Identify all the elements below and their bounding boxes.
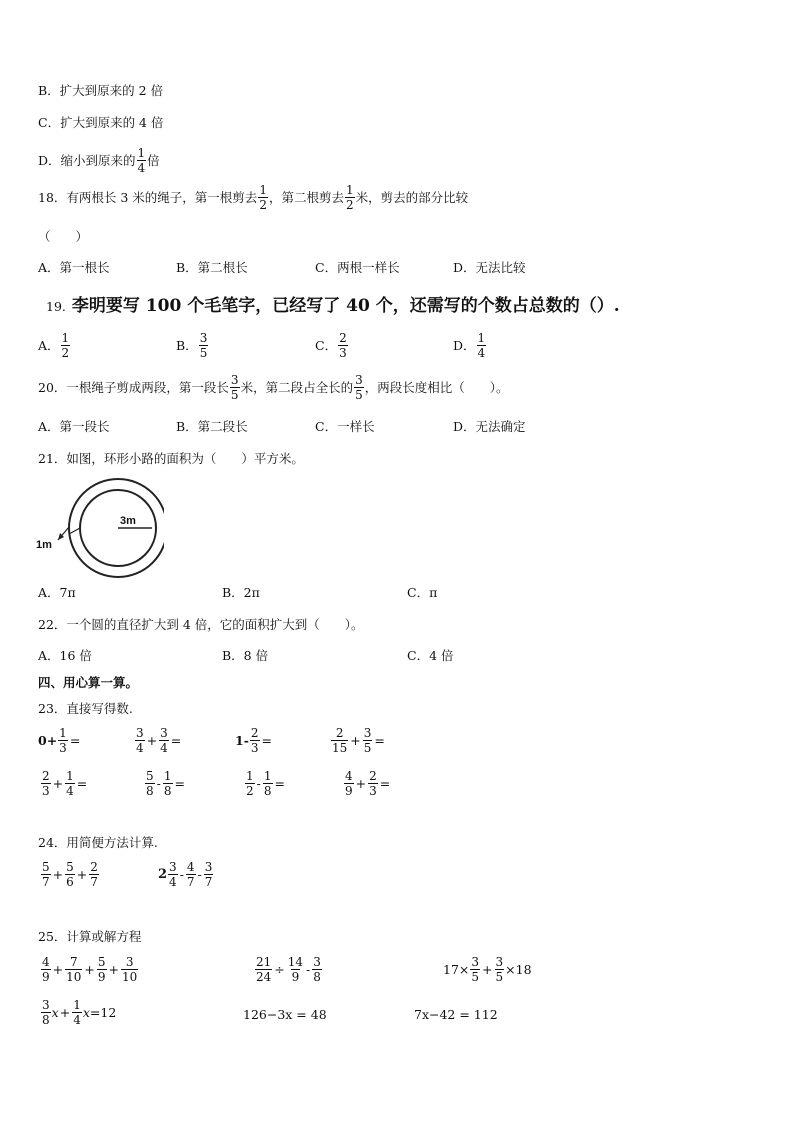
q21-option-c: C．π bbox=[407, 585, 438, 600]
fraction: $\frac{4}{9}$ bbox=[42, 955, 50, 984]
fraction: $\frac{2}{3}$ bbox=[42, 769, 50, 798]
ring-width-pointer bbox=[69, 528, 80, 534]
q20-option-d: D．无法确定 bbox=[453, 419, 526, 434]
fraction: $\frac{4}{9}$ bbox=[345, 769, 353, 798]
q24-expr-2: 2 $\frac{3}{4}$ - $\frac{4}{7}$ - $\frac{3}{7}$ bbox=[158, 860, 213, 889]
fraction: $\frac{1}{2}$ bbox=[259, 183, 267, 212]
fraction: $\frac{2}{3}$ bbox=[339, 331, 347, 360]
q18-text-2: ，第二根剪去 bbox=[268, 189, 344, 205]
fraction: $\frac{3}{5}$ bbox=[355, 373, 363, 402]
q18-answer-paren: （ ） bbox=[38, 229, 89, 244]
fraction: $\frac{2}{3}$ bbox=[369, 769, 377, 798]
fraction: $\frac{3}{4}$ bbox=[160, 726, 168, 755]
section-heading: 四、用心算一算。 bbox=[38, 675, 139, 690]
fraction: $\frac{2}{7}$ bbox=[90, 860, 98, 889]
q22-option-c: C．4 倍 bbox=[407, 648, 454, 663]
q20-text-2: 米，第二段占全长的 bbox=[240, 379, 354, 395]
q25-equation-2: 126−3x = 48 bbox=[243, 1007, 327, 1022]
fraction: $\frac{5}{6}$ bbox=[66, 860, 74, 889]
q19-option-b: B． $\frac{3}{5}$ bbox=[176, 331, 208, 360]
q18-option-c: C．两根一样长 bbox=[315, 260, 400, 275]
q21-stem: 21．如图，环形小路的面积为（ ）平方米。 bbox=[38, 451, 304, 466]
fraction: $\frac{3}{10}$ bbox=[122, 955, 138, 984]
fraction: $\frac{2}{15}$ bbox=[332, 726, 348, 755]
q17-option-d-suffix: 倍 bbox=[147, 152, 160, 168]
fraction: $\frac{3}{7}$ bbox=[204, 860, 213, 889]
q19-text: 李明要写 100 个毛笔字，已经写了 40 个，还需写的个数占总数的（）. bbox=[71, 296, 620, 316]
q22-stem: 22．一个圆的直径扩大到 4 倍，它的面积扩大到（ ）。 bbox=[38, 617, 364, 632]
fraction: $\frac{1}{2}$ bbox=[345, 183, 354, 212]
q17-option-c: C．扩大到原来的 4 倍 bbox=[38, 115, 164, 130]
q24-expr-1: $\frac{5}{7}$ + $\frac{5}{6}$ + $\frac{2}{7}$ bbox=[42, 860, 98, 889]
q23-expr-8: $\frac{4}{9}$ + $\frac{2}{3}$ = bbox=[345, 769, 391, 798]
fraction: $\frac{21}{24}$ bbox=[256, 955, 272, 984]
fraction: $\frac{1}{4}$ bbox=[66, 769, 74, 798]
q18-option-b: B．第二根长 bbox=[176, 260, 248, 275]
q17-option-d-text: D．缩小到原来的 bbox=[38, 152, 136, 168]
fraction: $\frac{3}{5}$ bbox=[230, 373, 239, 402]
q25-equation-3: 7x−42 = 112 bbox=[414, 1007, 498, 1022]
fraction: $\frac{3}{8}$ bbox=[42, 998, 50, 1027]
fraction: $\frac{3}{4}$ bbox=[169, 860, 177, 889]
q23-expr-3: 1- $\frac{2}{3}$ = bbox=[235, 726, 273, 755]
q17-option-d bbox=[38, 146, 160, 175]
q22-option-a: A．16 倍 bbox=[38, 648, 92, 663]
fraction: $\frac{3}{5}$ bbox=[199, 331, 208, 360]
fraction: $\frac{4}{7}$ bbox=[186, 860, 195, 889]
fraction: $\frac{2}{3}$ bbox=[250, 726, 259, 755]
q23-expr-7: $\frac{1}{2}$ - $\frac{1}{8}$ = bbox=[246, 769, 285, 798]
fraction: $\frac{5}{8}$ bbox=[146, 769, 154, 798]
q25-expr-1: $\frac{4}{9}$ + $\frac{7}{10}$ + $\frac{5}{9}$ + $\frac{3}{10}$ bbox=[42, 955, 138, 984]
fraction: $\frac{7}{10}$ bbox=[66, 955, 82, 984]
q20-option-b: B．第二段长 bbox=[176, 419, 248, 434]
q19-option-a: A． $\frac{1}{2}$ bbox=[38, 331, 70, 360]
fraction: $\frac{1}{2}$ bbox=[61, 331, 70, 360]
q21-option-a: A．7π bbox=[38, 585, 76, 600]
q18-text-1: 18．有两根长 3 米的绳子，第一根剪去 bbox=[38, 189, 258, 205]
q20-option-a: A．第一段长 bbox=[38, 419, 110, 434]
q23-expr-2: $\frac{3}{4}$ + $\frac{3}{4}$ = bbox=[136, 726, 182, 755]
q18-option-d: D．无法比较 bbox=[453, 260, 526, 275]
q18-stem bbox=[38, 183, 468, 212]
q23-expr-6: $\frac{5}{8}$ - $\frac{1}{8}$ = bbox=[146, 769, 185, 798]
fraction: $\frac{1}{3}$ bbox=[59, 726, 67, 755]
q17-option-b: B．扩大到原来的 2 倍 bbox=[38, 83, 164, 98]
q19-number: 19. bbox=[46, 299, 66, 314]
q23-expr-4: $\frac{2}{15}$ + $\frac{3}{5}$ = bbox=[332, 726, 385, 755]
inner-radius-label: 3m bbox=[120, 515, 136, 527]
fraction: $\frac{1}{4}$ bbox=[137, 146, 146, 175]
fraction: $\frac{1}{8}$ bbox=[163, 769, 172, 798]
q21-option-b: B．2π bbox=[222, 585, 260, 600]
q19-option-c: C． $\frac{2}{3}$ bbox=[315, 331, 347, 360]
q24-title: 24．用简便方法计算. bbox=[38, 835, 158, 850]
q18-option-a: A．第一根长 bbox=[38, 260, 110, 275]
q19-stem bbox=[46, 298, 620, 315]
fraction: $\frac{3}{5}$ bbox=[495, 955, 504, 984]
q20-text-1: 20．一根绳子剪成两段，第一段长 bbox=[38, 379, 229, 395]
fraction: $\frac{1}{4}$ bbox=[477, 331, 486, 360]
fraction: $\frac{1}{4}$ bbox=[73, 998, 81, 1027]
q20-stem bbox=[38, 373, 508, 402]
fraction: $\frac{5}{9}$ bbox=[97, 955, 106, 984]
ring-path-figure bbox=[34, 474, 164, 584]
fraction: $\frac{3}{4}$ bbox=[136, 726, 144, 755]
fraction: $\frac{3}{5}$ bbox=[363, 726, 372, 755]
q20-option-c: C．一样长 bbox=[315, 419, 375, 434]
q19-option-d: D． $\frac{1}{4}$ bbox=[453, 331, 486, 360]
q25-equation-1: $\frac{3}{8}$ x + $\frac{1}{4}$ x =12 bbox=[42, 998, 117, 1027]
q25-expr-3: 17× $\frac{3}{5}$ + $\frac{3}{5}$ ×18 bbox=[443, 955, 532, 984]
q18-text-3: 米，剪去的部分比较 bbox=[355, 189, 469, 205]
fraction: $\frac{3}{8}$ bbox=[313, 955, 321, 984]
fraction: $\frac{5}{7}$ bbox=[42, 860, 50, 889]
q23-title: 23．直接写得数. bbox=[38, 701, 133, 716]
q23-expr-5: $\frac{2}{3}$ + $\frac{1}{4}$ = bbox=[42, 769, 88, 798]
q25-title: 25．计算或解方程 bbox=[38, 929, 142, 944]
fraction: $\frac{1}{2}$ bbox=[246, 769, 254, 798]
fraction: $\frac{3}{5}$ bbox=[471, 955, 480, 984]
q22-option-b: B．8 倍 bbox=[222, 648, 269, 663]
q25-expr-2: $\frac{21}{24}$ ÷ $\frac{14}{9}$ - $\frac{3}{8}$ bbox=[256, 955, 321, 984]
ring-width-label: 1m bbox=[36, 539, 52, 551]
q23-expr-1: 0+ $\frac{1}{3}$ = bbox=[38, 726, 81, 755]
fraction: $\frac{14}{9}$ bbox=[287, 955, 304, 984]
fraction: $\frac{1}{8}$ bbox=[263, 769, 272, 798]
q20-text-3: ，两段长度相比（ ）。 bbox=[364, 379, 509, 395]
